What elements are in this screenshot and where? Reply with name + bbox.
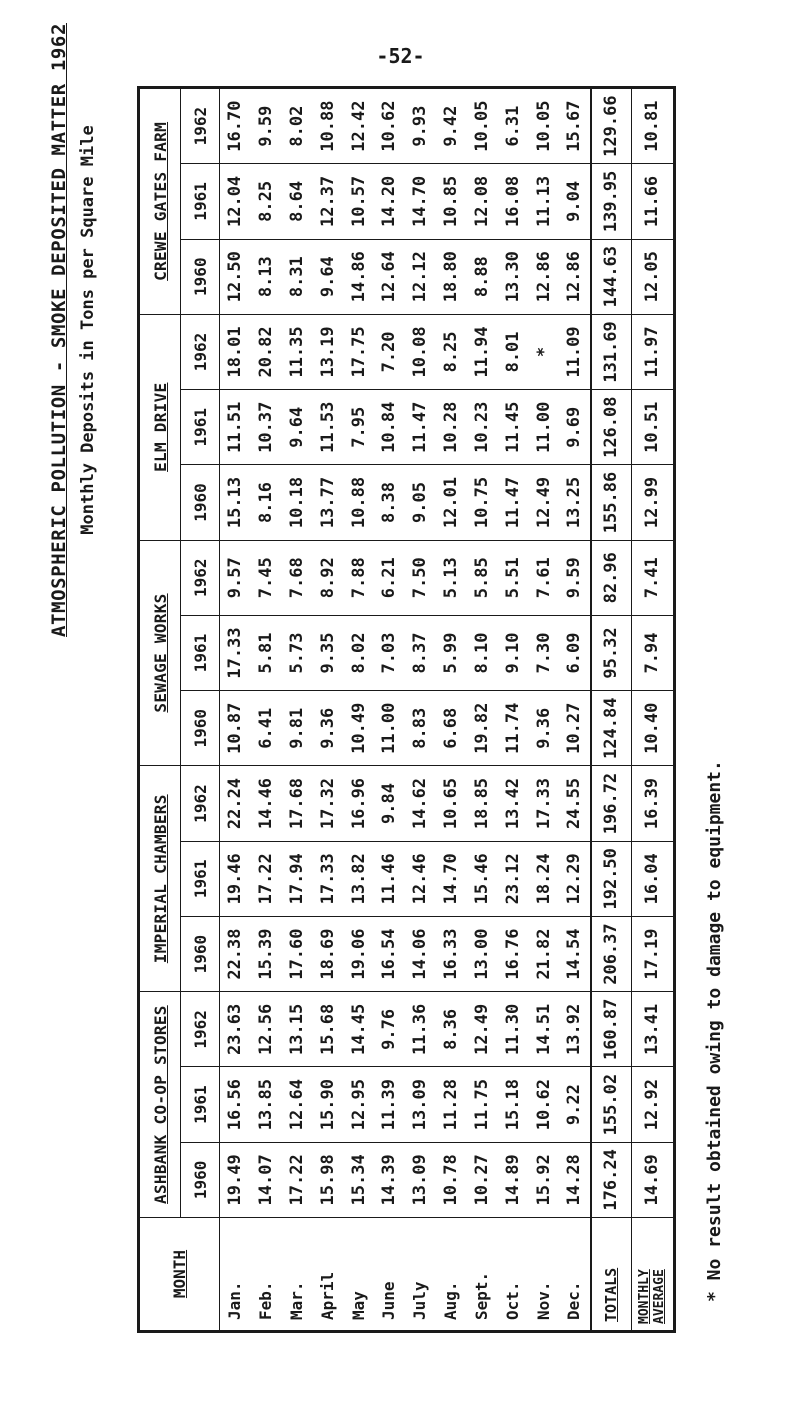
average-label [631, 1218, 673, 1331]
value-cell: 13.82 [343, 841, 374, 916]
value-cell: 9.05 [405, 465, 436, 540]
value-cell: 20.82 [251, 314, 282, 389]
table-row [497, 89, 528, 1331]
value-cell: 21.82 [528, 916, 559, 991]
month-cell: June [374, 1218, 405, 1331]
value-cell: 8.64 [282, 164, 313, 239]
value-cell: 18.80 [436, 239, 467, 314]
average-label-line-2: AVERAGE [652, 1269, 668, 1324]
average-cell: 10.81 [631, 89, 673, 164]
year-header: 1962 [181, 314, 220, 389]
footnote: * No result obtained owing to damage to equipment. [704, 760, 725, 1302]
value-cell: 10.23 [467, 390, 498, 465]
value-cell: 19.46 [220, 841, 251, 916]
average-cell: 10.51 [631, 390, 673, 465]
value-cell: 7.68 [282, 540, 313, 615]
value-cell: 17.33 [220, 615, 251, 690]
value-cell: 7.95 [343, 390, 374, 465]
value-cell: 14.45 [343, 992, 374, 1067]
value-cell: 22.38 [220, 916, 251, 991]
value-cell: 13.42 [497, 766, 528, 841]
value-cell: 9.10 [497, 615, 528, 690]
value-cell: 12.46 [405, 841, 436, 916]
station-header-elm: ELM DRIVE [140, 314, 181, 540]
value-cell: 23.63 [220, 992, 251, 1067]
average-label-line-1: MONTHLY [637, 1269, 653, 1324]
totals-label: TOTALS [591, 1218, 632, 1331]
value-cell: 11.30 [497, 992, 528, 1067]
value-cell: 13.85 [251, 1067, 282, 1142]
value-cell: 12.64 [374, 239, 405, 314]
month-cell: May [343, 1218, 374, 1331]
value-cell: 11.35 [282, 314, 313, 389]
value-cell: 19.06 [343, 916, 374, 991]
station-header-imperial: IMPERIAL CHAMBERS [140, 766, 181, 992]
value-cell: 14.28 [559, 1142, 591, 1217]
value-cell: 12.95 [343, 1067, 374, 1142]
value-cell: 11.36 [405, 992, 436, 1067]
table-row [467, 89, 498, 1331]
value-cell: 15.90 [312, 1067, 343, 1142]
month-cell: Aug. [436, 1218, 467, 1331]
page-subtitle: Monthly Deposits in Tons per Square Mile [78, 125, 98, 535]
year-header: 1961 [181, 164, 220, 239]
value-cell: 8.88 [467, 239, 498, 314]
value-cell: 15.39 [251, 916, 282, 991]
value-cell: 9.81 [282, 691, 313, 766]
month-cell: Dec. [559, 1218, 591, 1331]
value-cell: 19.49 [220, 1142, 251, 1217]
station-header-ashbank: ASHBANK CO-OP STORES [140, 992, 181, 1218]
value-cell: 14.54 [559, 916, 591, 991]
value-cell: 9.22 [559, 1067, 591, 1142]
year-header: 1960 [181, 1142, 220, 1217]
value-cell: 15.92 [528, 1142, 559, 1217]
value-cell: 10.62 [374, 89, 405, 164]
value-cell: 9.59 [559, 540, 591, 615]
value-cell: 11.47 [497, 465, 528, 540]
value-cell: 14.51 [528, 992, 559, 1067]
year-header: 1960 [181, 465, 220, 540]
value-cell: 10.05 [467, 89, 498, 164]
value-cell: 10.88 [343, 465, 374, 540]
value-cell: 10.05 [528, 89, 559, 164]
value-cell: 8.38 [374, 465, 405, 540]
value-cell: 13.09 [405, 1142, 436, 1217]
total-cell: 131.69 [591, 314, 632, 389]
value-cell: 12.04 [220, 164, 251, 239]
total-cell: 82.96 [591, 540, 632, 615]
month-cell: Jan. [220, 1218, 251, 1331]
value-cell: 12.86 [528, 239, 559, 314]
value-cell: 10.27 [467, 1142, 498, 1217]
value-cell: 9.69 [559, 390, 591, 465]
value-cell: 11.28 [436, 1067, 467, 1142]
value-cell: 11.09 [559, 314, 591, 389]
value-cell: 13.00 [467, 916, 498, 991]
value-cell: 14.70 [405, 164, 436, 239]
value-cell: 12.56 [251, 992, 282, 1067]
value-cell: 11.94 [467, 314, 498, 389]
value-cell: 12.49 [528, 465, 559, 540]
value-cell: 17.75 [343, 314, 374, 389]
value-cell: 5.51 [497, 540, 528, 615]
total-cell: 160.87 [591, 992, 632, 1067]
value-cell: 17.60 [282, 916, 313, 991]
value-cell: 15.98 [312, 1142, 343, 1217]
year-header: 1961 [181, 615, 220, 690]
value-cell: 8.25 [436, 314, 467, 389]
value-cell: 5.99 [436, 615, 467, 690]
value-cell: 12.29 [559, 841, 591, 916]
value-cell: 14.70 [436, 841, 467, 916]
value-cell: 8.83 [405, 691, 436, 766]
station-header-sewage: SEWAGE WORKS [140, 540, 181, 766]
value-cell: 9.64 [312, 239, 343, 314]
page-title: ATMOSPHERIC POLLUTION - SMOKE DEPOSITED MATTER 1962 [48, 23, 70, 637]
value-cell: 10.84 [374, 390, 405, 465]
totals-row [591, 89, 632, 1331]
year-header: 1961 [181, 841, 220, 916]
year-header: 1961 [181, 390, 220, 465]
table-row [312, 89, 343, 1331]
value-cell: 5.13 [436, 540, 467, 615]
average-cell: 13.41 [631, 992, 673, 1067]
value-cell: 8.01 [497, 314, 528, 389]
value-cell: 7.03 [374, 615, 405, 690]
value-cell: 13.25 [559, 465, 591, 540]
value-cell: 14.07 [251, 1142, 282, 1217]
value-cell: 11.39 [374, 1067, 405, 1142]
value-cell: 15.67 [559, 89, 591, 164]
value-cell: 19.82 [467, 691, 498, 766]
value-cell: 10.85 [436, 164, 467, 239]
month-cell: Sept. [467, 1218, 498, 1331]
table-row [343, 89, 374, 1331]
value-cell: 11.51 [220, 390, 251, 465]
value-cell: 12.37 [312, 164, 343, 239]
value-cell: 5.85 [467, 540, 498, 615]
value-cell: 13.92 [559, 992, 591, 1067]
table-row [251, 89, 282, 1331]
month-cell: Mar. [282, 1218, 313, 1331]
value-cell: 17.32 [312, 766, 343, 841]
value-cell: 16.76 [497, 916, 528, 991]
value-cell: 13.77 [312, 465, 343, 540]
total-cell: 155.02 [591, 1067, 632, 1142]
total-cell: 192.50 [591, 841, 632, 916]
deposit-table [139, 88, 674, 1331]
value-cell: 12.42 [343, 89, 374, 164]
total-cell: 95.32 [591, 615, 632, 690]
value-cell: 9.04 [559, 164, 591, 239]
value-cell: 9.35 [312, 615, 343, 690]
value-cell: 7.61 [528, 540, 559, 615]
value-cell: 17.33 [312, 841, 343, 916]
value-cell: 11.53 [312, 390, 343, 465]
value-cell: 10.57 [343, 164, 374, 239]
value-cell: 7.88 [343, 540, 374, 615]
year-header: 1962 [181, 540, 220, 615]
value-cell: 8.37 [405, 615, 436, 690]
value-cell: 16.08 [497, 164, 528, 239]
value-cell: 16.70 [220, 89, 251, 164]
value-cell: 15.68 [312, 992, 343, 1067]
value-cell: 14.39 [374, 1142, 405, 1217]
value-cell: 9.76 [374, 992, 405, 1067]
value-cell: 8.16 [251, 465, 282, 540]
value-cell: 8.92 [312, 540, 343, 615]
value-cell: 12.64 [282, 1067, 313, 1142]
total-cell: 206.37 [591, 916, 632, 991]
average-cell: 16.39 [631, 766, 673, 841]
value-cell: 17.94 [282, 841, 313, 916]
value-cell: 10.28 [436, 390, 467, 465]
average-cell: 12.05 [631, 239, 673, 314]
total-cell: 196.72 [591, 766, 632, 841]
value-cell: 7.20 [374, 314, 405, 389]
value-cell: 11.00 [374, 691, 405, 766]
year-header: 1962 [181, 766, 220, 841]
value-cell: 14.46 [251, 766, 282, 841]
value-cell: 10.88 [312, 89, 343, 164]
value-cell: 9.36 [528, 691, 559, 766]
value-cell: 17.22 [282, 1142, 313, 1217]
month-cell: Feb. [251, 1218, 282, 1331]
year-header: 1962 [181, 992, 220, 1067]
value-cell: 15.18 [497, 1067, 528, 1142]
value-cell: 7.45 [251, 540, 282, 615]
total-cell: 176.24 [591, 1142, 632, 1217]
average-cell: 16.04 [631, 841, 673, 916]
year-header: 1960 [181, 239, 220, 314]
value-cell: * [528, 314, 559, 389]
month-cell: July [405, 1218, 436, 1331]
value-cell: 9.93 [405, 89, 436, 164]
value-cell: 23.12 [497, 841, 528, 916]
average-cell: 7.94 [631, 615, 673, 690]
value-cell: 10.62 [528, 1067, 559, 1142]
year-header: 1961 [181, 1067, 220, 1142]
value-cell: 5.73 [282, 615, 313, 690]
value-cell: 10.27 [559, 691, 591, 766]
value-cell: 13.19 [312, 314, 343, 389]
value-cell: 12.12 [405, 239, 436, 314]
value-cell: 15.34 [343, 1142, 374, 1217]
value-cell: 10.49 [343, 691, 374, 766]
value-cell: 10.78 [436, 1142, 467, 1217]
value-cell: 14.06 [405, 916, 436, 991]
value-cell: 12.50 [220, 239, 251, 314]
average-cell: 17.19 [631, 916, 673, 991]
table-row [528, 89, 559, 1331]
value-cell: 11.47 [405, 390, 436, 465]
value-cell: 16.56 [220, 1067, 251, 1142]
value-cell: 15.13 [220, 465, 251, 540]
value-cell: 11.00 [528, 390, 559, 465]
table-row [220, 89, 251, 1331]
table-row [405, 89, 436, 1331]
value-cell: 8.31 [282, 239, 313, 314]
value-cell: 8.02 [343, 615, 374, 690]
value-cell: 7.50 [405, 540, 436, 615]
deposit-table-frame [137, 86, 676, 1333]
page-title-block [48, 0, 98, 660]
value-cell: 24.55 [559, 766, 591, 841]
month-cell: Oct. [497, 1218, 528, 1331]
value-cell: 11.74 [497, 691, 528, 766]
value-cell: 10.37 [251, 390, 282, 465]
total-cell: 124.84 [591, 691, 632, 766]
value-cell: 14.86 [343, 239, 374, 314]
average-row [631, 89, 673, 1331]
value-cell: 13.15 [282, 992, 313, 1067]
month-column-header: MONTH [140, 1218, 220, 1331]
value-cell: 6.31 [497, 89, 528, 164]
total-cell: 126.08 [591, 390, 632, 465]
value-cell: 18.85 [467, 766, 498, 841]
value-cell: 8.10 [467, 615, 498, 690]
average-cell: 7.41 [631, 540, 673, 615]
average-cell: 12.99 [631, 465, 673, 540]
value-cell: 9.36 [312, 691, 343, 766]
value-cell: 7.30 [528, 615, 559, 690]
deposit-table-rotated [139, 88, 674, 1331]
value-cell: 6.41 [251, 691, 282, 766]
value-cell: 12.08 [467, 164, 498, 239]
value-cell: 14.20 [374, 164, 405, 239]
year-header: 1960 [181, 691, 220, 766]
value-cell: 8.02 [282, 89, 313, 164]
value-cell: 17.68 [282, 766, 313, 841]
value-cell: 11.46 [374, 841, 405, 916]
value-cell: 11.45 [497, 390, 528, 465]
value-cell: 11.75 [467, 1067, 498, 1142]
value-cell: 10.18 [282, 465, 313, 540]
total-cell: 129.66 [591, 89, 632, 164]
value-cell: 9.59 [251, 89, 282, 164]
total-cell: 139.95 [591, 164, 632, 239]
value-cell: 10.08 [405, 314, 436, 389]
average-cell: 12.92 [631, 1067, 673, 1142]
total-cell: 144.63 [591, 239, 632, 314]
value-cell: 18.69 [312, 916, 343, 991]
table-row [282, 89, 313, 1331]
average-cell: 14.69 [631, 1142, 673, 1217]
value-cell: 6.09 [559, 615, 591, 690]
value-cell: 12.49 [467, 992, 498, 1067]
value-cell: 8.25 [251, 164, 282, 239]
value-cell: 14.62 [405, 766, 436, 841]
value-cell: 14.89 [497, 1142, 528, 1217]
table-row [436, 89, 467, 1331]
value-cell: 13.09 [405, 1067, 436, 1142]
value-cell: 8.13 [251, 239, 282, 314]
value-cell: 9.42 [436, 89, 467, 164]
value-cell: 12.01 [436, 465, 467, 540]
average-cell: 10.40 [631, 691, 673, 766]
value-cell: 10.75 [467, 465, 498, 540]
value-cell: 9.64 [282, 390, 313, 465]
value-cell: 18.24 [528, 841, 559, 916]
value-cell: 16.96 [343, 766, 374, 841]
average-cell: 11.66 [631, 164, 673, 239]
value-cell: 13.30 [497, 239, 528, 314]
value-cell: 10.65 [436, 766, 467, 841]
table-row [374, 89, 405, 1331]
value-cell: 6.68 [436, 691, 467, 766]
value-cell: 22.24 [220, 766, 251, 841]
table-row [559, 89, 591, 1331]
value-cell: 12.86 [559, 239, 591, 314]
average-cell: 11.97 [631, 314, 673, 389]
value-cell: 17.33 [528, 766, 559, 841]
value-cell: 6.21 [374, 540, 405, 615]
value-cell: 9.84 [374, 766, 405, 841]
month-cell: Nov. [528, 1218, 559, 1331]
value-cell: 17.22 [251, 841, 282, 916]
value-cell: 16.33 [436, 916, 467, 991]
station-header-crewe: CREWE GATES FARM [140, 89, 181, 315]
value-cell: 11.13 [528, 164, 559, 239]
value-cell: 15.46 [467, 841, 498, 916]
value-cell: 8.36 [436, 992, 467, 1067]
value-cell: 5.81 [251, 615, 282, 690]
page-number: -52- [376, 44, 425, 68]
month-cell: April [312, 1218, 343, 1331]
year-header: 1962 [181, 89, 220, 164]
total-cell: 155.86 [591, 465, 632, 540]
value-cell: 10.87 [220, 691, 251, 766]
year-header: 1960 [181, 916, 220, 991]
value-cell: 16.54 [374, 916, 405, 991]
value-cell: 9.57 [220, 540, 251, 615]
value-cell: 18.01 [220, 314, 251, 389]
